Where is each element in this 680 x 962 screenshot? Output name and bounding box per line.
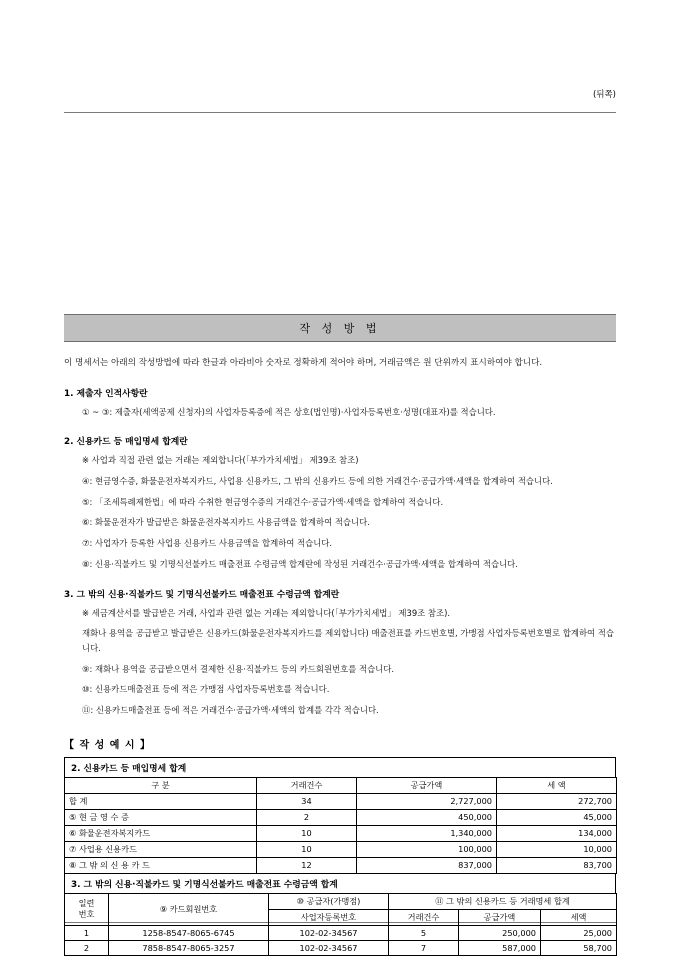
- row-business-reg-no: 102-02-34567: [269, 940, 389, 955]
- row-supply: 100,000: [357, 841, 497, 857]
- col-header-supply: 공급가액: [357, 777, 497, 793]
- document-content: [64, 314, 616, 956]
- table-header-row: [65, 777, 617, 793]
- col-header-supply: 공급가액: [459, 909, 541, 925]
- row-supply: 1,340,000: [357, 825, 497, 841]
- col-header-count: 거래건수: [257, 777, 357, 793]
- col-header-serial-line2: 번호: [78, 909, 95, 920]
- section-3-line-11: ⑪: 신용카드매출전표 등에 적은 거래건수·공급가액·세액의 합계를 각각 적습니다.: [82, 705, 379, 716]
- row-card-number: 7858-8547-8065-3257: [109, 940, 269, 955]
- row-card-number: 1258-8547-8065-6745: [109, 925, 269, 940]
- row-label: ⑤ 현 금 영 수 증: [65, 809, 257, 825]
- table-row: [65, 841, 617, 857]
- row-supply: 250,000: [459, 925, 541, 940]
- section-3-line-9: ⑨: 재화나 용역을 공급받으면서 결제한 신용·직불카드 등의 카드회원번호를 적습니다.: [82, 663, 395, 674]
- section-3-line-10: ⑩: 신용카드매출전표 등에 적은 가맹점 사업자등록번호를 적습니다.: [82, 684, 330, 695]
- row-supply: 2,727,000: [357, 793, 497, 809]
- row-label: ⑦ 사업용 신용카드: [65, 841, 257, 857]
- col-header-tax: 세 액: [497, 777, 617, 793]
- row-tax: 83,700: [497, 857, 617, 873]
- section-heading-2: 2. 신용카드 등 매입명세 합계란: [64, 437, 188, 448]
- row-supply: 450,000: [357, 809, 497, 825]
- col-header-serial-line1: 일련: [78, 898, 95, 909]
- row-count: 10: [257, 841, 357, 857]
- section-2-line-5: ⑤: 「조세특례제한법」에 따라 수취한 현금영수증의 거래건수·공급가액·세액을 합계하여 적습니다.: [82, 496, 444, 507]
- section-2-line-8: ⑧: 신용·직불카드 및 기명식선불카드 매출전표 수령금액 합계란에 작성된 거래건수·공급가액·세액을 합계하여 적습니다.: [82, 558, 518, 569]
- row-count: 5: [389, 925, 459, 940]
- section-banner-title: 작 성 방 법: [64, 314, 616, 342]
- table-row: [65, 925, 617, 940]
- row-tax: 272,700: [497, 793, 617, 809]
- section-1-line-1: ① ~ ③: 제출자(세액공제 신청자)의 사업자등록증에 적은 상호(법인명)·사업자등록번호·성명(대표자)를 적습니다.: [82, 406, 496, 417]
- col-header-division: 구 분: [65, 777, 257, 793]
- section-2-line-4: ④: 현금영수증, 화물운전자복지카드, 사업용 신용카드, 그 밖의 신용카드 등에 의한 거래건수·공급가액·세액을 합계하여 적습니다.: [82, 476, 553, 487]
- example-table-2: [64, 893, 617, 956]
- row-supply: 837,000: [357, 857, 497, 873]
- table-row: [65, 809, 617, 825]
- example-title: 【 작 성 예 시 】: [64, 739, 152, 751]
- row-supply: 587,000: [459, 940, 541, 955]
- row-tax: 134,000: [497, 825, 617, 841]
- table-row: [65, 825, 617, 841]
- top-divider: [64, 112, 616, 113]
- row-tax: 45,000: [497, 809, 617, 825]
- section-heading-1: 1. 제출자 인적사항란: [64, 388, 148, 399]
- col-header-business-reg-no: 사업자등록번호: [269, 909, 389, 925]
- section-heading-3: 3. 그 밖의 신용·직불카드 및 기명식선불카드 매출전표 수령금액 합계란: [64, 589, 340, 600]
- row-count: 2: [257, 809, 357, 825]
- row-business-reg-no: 102-02-34567: [269, 925, 389, 940]
- intro-paragraph: 이 명세서는 아래의 작성방법에 따라 한글과 아라비아 숫자로 정확하게 적어야 하며, 거래금액은 원 단위까지 표시하여야 합니다.: [64, 358, 543, 368]
- example-table-2-caption: 3. 그 밖의 신용·직불카드 및 기명식선불카드 매출전표 수령금액 합계: [64, 874, 616, 893]
- section-3-paragraph: 재화나 용역을 공급받고 발급받은 신용카드(화물운전자복지카드를 제외합니다) 매출전표를 카드번호별, 가맹점 사업자등록번호별로 합계하여 적습니다.: [82, 628, 614, 653]
- col-header-count: 거래건수: [389, 909, 459, 925]
- page-corner-note: (뒤쪽): [592, 90, 616, 100]
- row-count: 12: [257, 857, 357, 873]
- row-count: 10: [257, 825, 357, 841]
- table-row: [65, 857, 617, 873]
- row-label: ⑧ 그 밖 의 신 용 카 드: [65, 857, 257, 873]
- table-row: [65, 940, 617, 955]
- section-2-note: ※ 사업과 직접 관련 없는 거래는 제외합니다(「부가가치세법」 제39조 참조): [82, 455, 359, 466]
- col-header-tax: 세액: [541, 909, 617, 925]
- example-table-2-block: [64, 874, 616, 956]
- example-table-1: [64, 777, 617, 874]
- section-2-line-7: ⑦: 사업자가 등록한 사업용 신용카드 사용금액을 합계하여 적습니다.: [82, 538, 333, 549]
- col-header-detail-total: ⑪ 그 밖의 신용카드 등 거래명세 합계: [389, 893, 617, 909]
- row-tax: 10,000: [497, 841, 617, 857]
- row-tax: 58,700: [541, 940, 617, 955]
- row-count: 34: [257, 793, 357, 809]
- example-table-1-block: [64, 757, 616, 874]
- row-serial: 2: [65, 940, 109, 955]
- col-header-serial: [65, 893, 109, 925]
- section-3-note: ※ 세금계산서를 발급받은 거래, 사업과 관련 없는 거래는 제외합니다(「부가가치세법」 제39조 참조).: [82, 607, 451, 618]
- table-header-row: [65, 893, 617, 909]
- row-tax: 25,000: [541, 925, 617, 940]
- example-table-1-caption: 2. 신용카드 등 매입명세 합계: [64, 757, 616, 777]
- row-label: ⑥ 화물운전자복지카드: [65, 825, 257, 841]
- col-header-card-number: ⑨ 카드회원번호: [109, 893, 269, 925]
- row-serial: 1: [65, 925, 109, 940]
- row-count: 7: [389, 940, 459, 955]
- section-2-line-6: ⑥: 화물운전자가 발급받은 화물운전자복지카드 사용금액을 합계하여 적습니다.: [82, 517, 370, 528]
- col-header-supplier: ⑩ 공급자(가맹점): [269, 893, 389, 909]
- table-row: [65, 793, 617, 809]
- row-label: 합 계: [65, 793, 257, 809]
